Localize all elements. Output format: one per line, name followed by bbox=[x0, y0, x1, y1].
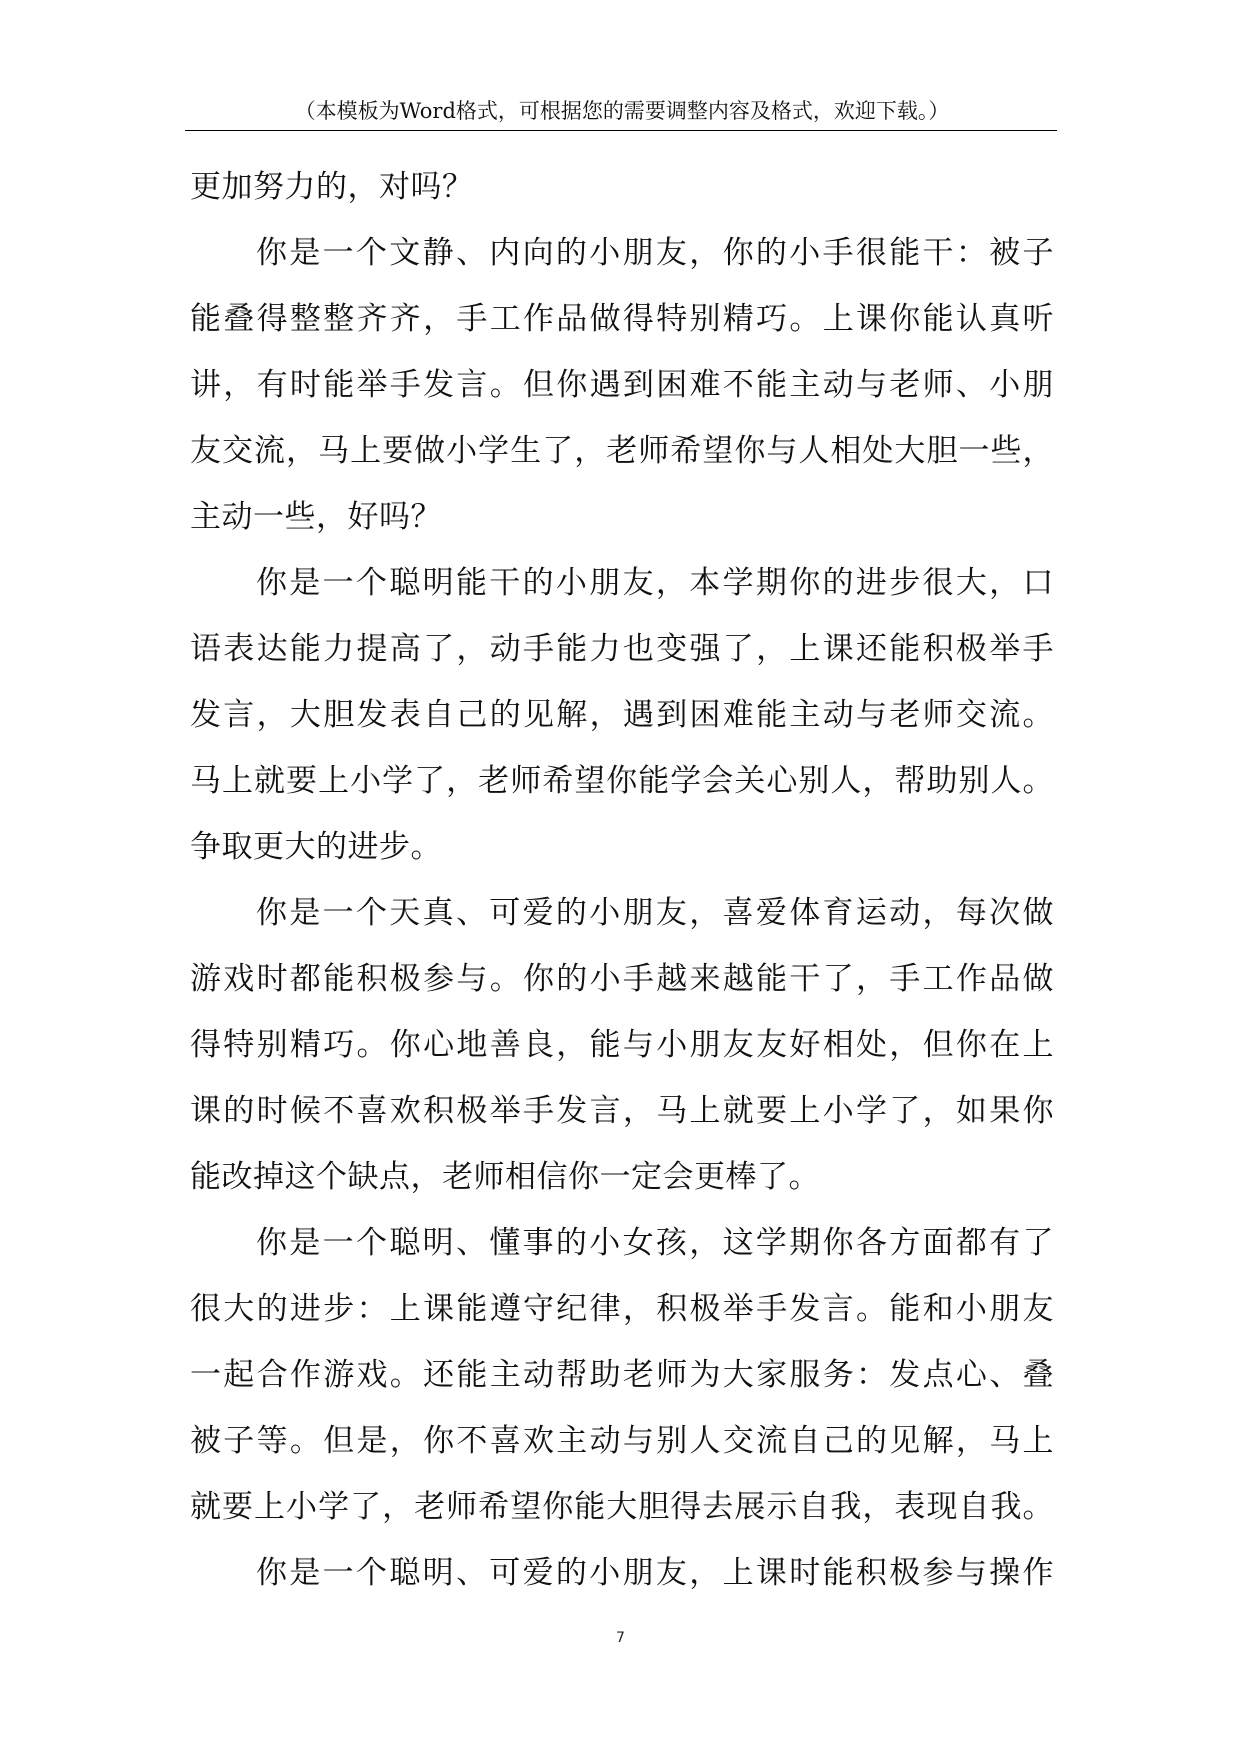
text-line: 课的时候不喜欢积极举手发言，马上就要上小学了，如果你 bbox=[190, 1093, 1054, 1129]
text-line: 主动一些，好吗？ bbox=[190, 499, 442, 535]
text-line: 友交流，马上要做小学生了，老师希望你与人相处大胆一些， bbox=[190, 433, 1054, 469]
text-line: 讲，有时能举手发言。但你遇到困难不能主动与老师、小朋 bbox=[190, 367, 1054, 403]
text-line: 就要上小学了，老师希望你能大胆得去展示自我，表现自我。 bbox=[190, 1489, 1054, 1525]
text-line: 游戏时都能积极参与。你的小手越来越能干了，手工作品做 bbox=[190, 961, 1054, 997]
text-line: 你是一个聪明、懂事的小女孩，这学期你各方面都有了 bbox=[256, 1225, 1054, 1261]
text-line: 能叠得整整齐齐，手工作品做得特别精巧。上课你能认真听 bbox=[190, 301, 1054, 337]
text-line: 得特别精巧。你心地善良，能与小朋友友好相处，但你在上 bbox=[190, 1027, 1054, 1063]
text-line: 很大的进步：上课能遵守纪律，积极举手发言。能和小朋友 bbox=[190, 1291, 1054, 1327]
text-line: 你是一个文静、内向的小朋友，你的小手很能干：被子 bbox=[256, 235, 1054, 271]
text-line: 能改掉这个缺点，老师相信你一定会更棒了。 bbox=[190, 1159, 820, 1195]
text-line: 你是一个聪明、可爱的小朋友，上课时能积极参与操作 bbox=[256, 1555, 1054, 1591]
text-line: 你是一个聪明能干的小朋友，本学期你的进步很大，口 bbox=[256, 565, 1054, 601]
text-line: 发言，大胆发表自己的见解，遇到困难能主动与老师交流。 bbox=[190, 697, 1054, 733]
text-line: 被子等。但是，你不喜欢主动与别人交流自己的见解，马上 bbox=[190, 1423, 1054, 1459]
text-line: 语表达能力提高了，动手能力也变强了，上课还能积极举手 bbox=[190, 631, 1054, 667]
text-line: 争取更大的进步。 bbox=[190, 829, 442, 865]
header-divider bbox=[185, 130, 1057, 131]
text-line: 你是一个天真、可爱的小朋友，喜爱体育运动，每次做 bbox=[256, 895, 1054, 931]
page-number: 7 bbox=[616, 1630, 625, 1646]
text-line: 一起合作游戏。还能主动帮助老师为大家服务：发点心、叠 bbox=[190, 1357, 1054, 1393]
text-line: 更加努力的，对吗？ bbox=[190, 169, 474, 205]
header-note: （本模板为Word格式，可根据您的需要调整内容及格式，欢迎下载。） bbox=[294, 99, 950, 123]
text-line: 马上就要上小学了，老师希望你能学会关心别人，帮助别人。 bbox=[190, 763, 1054, 799]
document-body bbox=[190, 154, 1054, 1606]
